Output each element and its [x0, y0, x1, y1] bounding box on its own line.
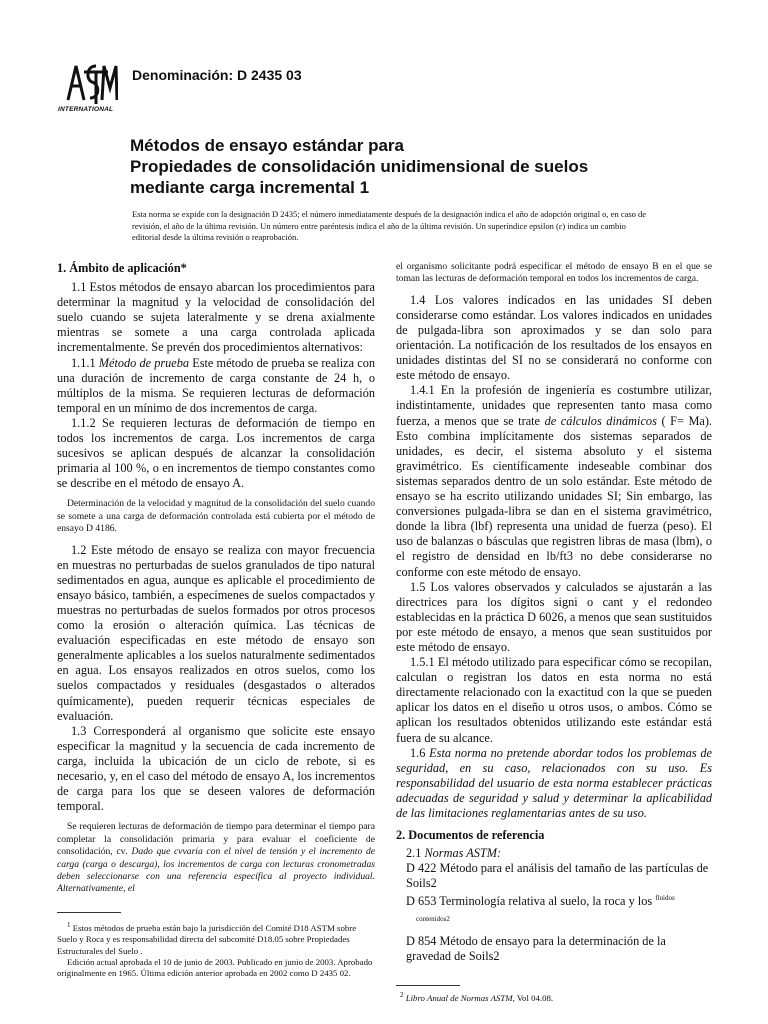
para-1-3: 1.3 Corresponderá al organismo que solicite este ensayo especificar la magnitud y la secuencia de cada incremento de carga, incluida la ubicación de un ciclo de rebote, si es necesario, y, en el caso del método de ensayo A, los incrementos de carga para los que se deseen valores de deformación temporal.	[57, 723, 375, 814]
note-2	[57, 821, 375, 895]
document-title	[130, 136, 730, 198]
para-1-4-1-a: 1.4.1 En la profesión de ingeniería es costumbre utilizar, indistintamente, unidades que representen tanto masa como fuerza, a menos que se trate	[396, 383, 712, 428]
left-column	[57, 261, 375, 896]
title-line-3: mediante carga incremental 1	[130, 178, 370, 197]
astm-logo	[58, 60, 118, 118]
section-1-heading: 1. Ámbito de aplicación*	[57, 261, 187, 275]
para-1-6-text: Esta norma no pretende abordar todos los problemas de seguridad, en su caso, relacionados con su uso. Es responsabilidad del usuario de esta norma establecer prácticas adecuadas de seguridad y salud y determinar la aplicabilidad de las limitaciones reglamentarias antes de su uso.	[396, 745, 712, 820]
para-1-4-1	[396, 383, 712, 579]
para-1-2: 1.2 Este método de ensayo se realiza con mayor frecuencia en muestras no perturbadas de suelos granulados de tipo natural sedimentados en agua, aunque es aplicable el procedimiento de ensayo básico, también, a especímenes de suelos compactados y muestras no perturbadas de suelos formados por otros procesos como la erosión o alteración química. Las técnicas de evaluación especificadas en este método de ensayo son generalmente aplicables a los suelos naturalmente sedimentados en agua. Los ensayos realizados en otros suelos, como los suelos compactados y residuales (desgastados o alterados químicamente), pueden requerir técnicas especiales de evaluación.	[57, 542, 375, 723]
para-1-1: 1.1 Estos métodos de ensayo abarcan los procedimientos para determinar la magnitud y la velocidad de consolidación del suelo cuando se sujeta lateralmente y se drena axialmente mientras se somete a una carga controlada aplicada incrementalmente. Se prevén dos procedimientos alternativos:	[57, 280, 375, 355]
footnote-1	[57, 920, 373, 979]
title-line-2: Propiedades de consolidación unidimensional de suelos	[130, 157, 589, 176]
para-1-1-1	[57, 356, 375, 416]
reference-d653-sup: fluidos	[655, 894, 675, 903]
note-2-continued: el organismo solicitante podrá especificar el método de ensayo B en el que se toman las lecturas de deformación temporal en todos los incrementos de carga.	[396, 261, 712, 285]
note-2-b: . Dado que cvvaría con el nivel de tensión y el incremento de carga (carga o descarga), los incrementos de carga con lecturas cronometradas deben seleccionarse con una referencia específica al proyecto individual. Alternativamente, el	[57, 846, 375, 895]
para-1-5: 1.5 Los valores observados y calculados se ajustarán a las directrices para los dígitos signi o cant y el redondeo establecidas en la práctica D 6026, a menos que sean sustituidos por este método de ensayo, a menos que sean sustituidos por este método de ensayo.	[396, 579, 712, 654]
title-line-1: Métodos de ensayo estándar para	[130, 136, 404, 155]
para-2-1	[396, 846, 712, 861]
reference-d653	[396, 891, 712, 926]
para-1-5-1: 1.5.1 El método utilizado para especificar cómo se recopilan, calculan o registran los datos en esta norma no está directamente relacionado con la exactitud con la que se pueden aplicar los datos en el diseño u otros usos, o ambos. Cómo se aplican los resultados obtenidos utilizando este estándar está fuera de su alcance.	[396, 655, 712, 745]
para-2-1-text: Normas ASTM:	[424, 846, 502, 861]
para-1-4: 1.4 Los valores indicados en las unidades SI deben considerarse como estándar. Los valores indicados en unidades de pulgada-libra son aproximados y se dan solo para orientación. La notificación de los resultados de los ensayos en unidades distintas del SI no se considerará no conforme con este método de ensayo.	[396, 292, 712, 383]
right-column	[396, 261, 712, 964]
footnote-divider-left	[57, 912, 121, 913]
issuance-notice: Esta norma se expide con la designación D 2435; el número inmediatamente después de la designación indica el año de adopción original o, en caso de revisión, el año de la última revisión. Un número entre paréntesis indica el año de la última revisión. Un superíndice epsilon (ε) indica un cambio editorial desde la última revisión o reaprobación.	[132, 209, 647, 242]
para-1-6-num: 1.6	[410, 745, 426, 760]
section-2-heading: 2. Documentos de referencia	[396, 828, 545, 843]
designation: Denominación: D 2435 03	[132, 67, 302, 83]
para-1-1-2: 1.1.2 Se requieren lecturas de deformación de tiempo en todos los incrementos de carga. Los incrementos de carga sucesivos se aplican después de alcanzar la consolidación primaria al 100 %, o en incrementos de tiempo constantes como se describe en el método de ensayo A.	[57, 415, 375, 491]
para-1-1-1-text: Este método de prueba se realiza con una duración de incremento de carga constante de 24 h, o múltiplos de la misma. Se requieren lecturas de deformación temporal en un mínimo de dos incrementos de carga.	[57, 355, 375, 415]
note-1: Determinación de la velocidad y magnitud de la consolidación del suelo cuando se somete a una carga de deformación controlada está cubierta por el método de ensayo D 4186.	[57, 498, 375, 535]
para-1-4-1-em: de cálculos dinámicos	[544, 413, 657, 428]
footnote-2	[400, 990, 700, 1004]
para-1-1-1-num: 1.1.1	[71, 355, 96, 370]
footnote-1-mark: 1	[67, 921, 71, 929]
reference-d653-sub: contenidos2	[416, 914, 450, 923]
footnote-2-title: Libro Anual de Normas ASTM	[405, 992, 513, 1003]
footnote-divider-right	[396, 985, 460, 986]
footnote-2-text: , Vol 04.08.	[512, 992, 554, 1003]
note-2-a: Se requieren lecturas de deformación de tiempo para determinar el tiempo para completar la consolidación primaria y para evaluar el coeficiente de consolidación, cv	[57, 821, 375, 858]
para-1-1-1-label: Método de prueba	[98, 355, 190, 370]
footnote-2-mark: 2	[400, 991, 404, 999]
logo-subtitle: INTERNATIONAL	[58, 106, 114, 113]
footnote-1-text-b: Edición actual aprobada el 10 de junio de 2003. Publicado en junio de 2003. Aprobado originalmente en 1965. Última edición anterior aprobada en 2002 como D 2435 02.	[57, 956, 373, 979]
para-1-6	[396, 746, 712, 821]
footnote-1-text-a: Estos métodos de prueba están bajo la jurisdicción del Comité D18 ASTM sobre Suelo y Roca y es responsabilidad directa del subcomité D18.05 sobre Propiedades Estructurales del Suelo .	[57, 922, 357, 956]
reference-d653-text: D 653 Terminología relativa al suelo, la roca y los	[406, 894, 653, 909]
para-1-4-1-b: ( F= Ma). Esto combina implícitamente dos sistemas separados de unidades, es decir, el sistema absoluto y el sistema gravimétrico. Es científicamente indeseable combinar dos sistemas separados dentro de un solo estándar. Este método de ensayo se ha escrito utilizando unidades SI; Sin embargo, las conversiones pulgada-libra se dan en el sistema gravimétrico, donde la libra (lbf) representa una unidad de fuerza (peso). El uso de balanzas o básculas que registren libras de masa (lbm), o el registro de densidad en lb/ft3 no debe considerarse no conforme con este método de ensayo.	[396, 413, 713, 579]
reference-d422: D 422 Método para el análisis del tamaño de las partículas de Soils2	[406, 861, 709, 891]
para-2-1-num: 2.1	[406, 846, 422, 861]
reference-d854: D 854 Método de ensayo para la determinación de la gravedad de Soils2	[406, 933, 666, 963]
